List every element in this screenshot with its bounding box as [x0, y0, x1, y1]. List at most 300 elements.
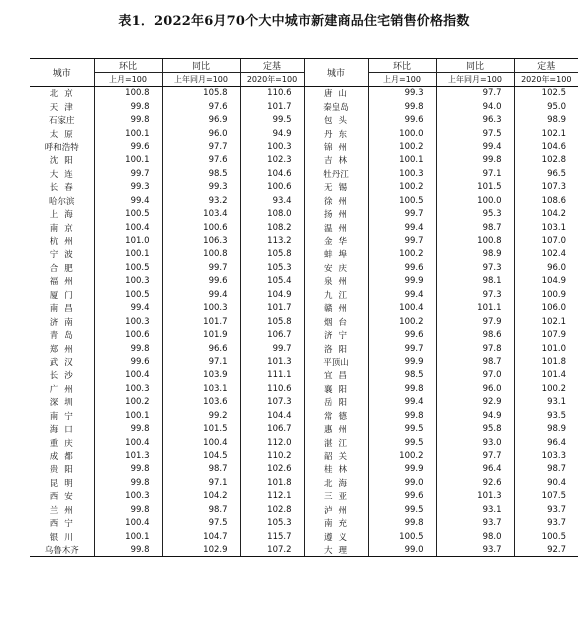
yoy-value-cell: 97.1	[436, 167, 514, 180]
mom-value-cell: 100.2	[368, 248, 436, 261]
yoy-value-cell: 99.7	[162, 261, 240, 274]
base-value-cell: 104.9	[240, 288, 304, 301]
city-name-cell: 合肥	[49, 263, 79, 274]
base-value-cell: 105.4	[240, 275, 304, 288]
yoy-value-cell: 97.7	[436, 449, 514, 462]
table-row	[30, 543, 578, 556]
base-value-cell: 102.5	[514, 87, 578, 100]
yoy-value-cell: 104.7	[162, 530, 240, 543]
table-row	[30, 207, 578, 220]
table-row	[30, 476, 578, 489]
city-name-cell: 秦皇岛	[304, 100, 368, 113]
city-name-cell: 兰州	[49, 505, 79, 516]
city-name-cell: 海口	[49, 425, 79, 436]
city-name-cell: 西安	[49, 492, 79, 503]
table-row	[30, 355, 578, 368]
city-name-cell: 深圳	[49, 398, 79, 409]
table-row	[30, 369, 578, 382]
yoy-value-cell: 98.7	[436, 221, 514, 234]
city-name-cell: 太原	[49, 129, 79, 140]
header-city-right: 城市	[304, 59, 368, 87]
base-value-cell: 107.2	[240, 543, 304, 556]
base-value-cell: 101.8	[240, 476, 304, 489]
mom-value-cell: 100.0	[368, 127, 436, 140]
base-value-cell: 105.3	[240, 261, 304, 274]
city-name-cell: 长沙	[49, 371, 79, 382]
yoy-value-cell: 97.1	[162, 355, 240, 368]
header-base-left: 定基	[240, 59, 304, 73]
yoy-value-cell: 98.1	[436, 275, 514, 288]
base-value-cell: 99.5	[240, 113, 304, 126]
base-value-cell: 100.3	[240, 140, 304, 153]
city-name-cell: 成都	[49, 452, 79, 463]
yoy-value-cell: 93.0	[436, 436, 514, 449]
yoy-value-cell: 104.2	[162, 490, 240, 503]
base-value-cell: 111.1	[240, 369, 304, 382]
base-value-cell: 107.3	[514, 181, 578, 194]
mom-value-cell: 100.5	[94, 261, 162, 274]
yoy-value-cell: 97.6	[162, 154, 240, 167]
yoy-value-cell: 106.3	[162, 234, 240, 247]
mom-value-cell: 99.8	[94, 476, 162, 489]
mom-value-cell: 101.3	[94, 449, 162, 462]
base-value-cell: 112.1	[240, 490, 304, 503]
mom-value-cell: 99.4	[94, 194, 162, 207]
yoy-value-cell: 92.9	[436, 396, 514, 409]
city-name-cell: 沈阳	[49, 156, 79, 167]
base-value-cell: 104.6	[514, 140, 578, 153]
mom-value-cell: 100.5	[368, 194, 436, 207]
mom-value-cell: 100.3	[368, 167, 436, 180]
city-name-cell: 金华	[304, 234, 368, 247]
city-name-cell: 南宁	[49, 411, 79, 422]
base-value-cell: 93.4	[240, 194, 304, 207]
yoy-value-cell: 101.1	[436, 302, 514, 315]
base-value-cell: 93.7	[514, 517, 578, 530]
mom-value-cell: 100.5	[94, 288, 162, 301]
base-value-cell: 94.9	[240, 127, 304, 140]
table-row	[30, 530, 578, 543]
city-name-cell: 安庆	[304, 261, 368, 274]
yoy-value-cell: 96.3	[436, 113, 514, 126]
mom-value-cell: 99.6	[368, 328, 436, 341]
yoy-value-cell: 95.8	[436, 422, 514, 435]
table-row	[30, 234, 578, 247]
yoy-value-cell: 98.7	[162, 503, 240, 516]
yoy-value-cell: 99.4	[436, 140, 514, 153]
header-mom-sub-right: 上月=100	[368, 73, 436, 87]
city-name-cell: 杭州	[49, 237, 79, 248]
mom-value-cell: 99.0	[368, 543, 436, 556]
yoy-value-cell: 101.3	[436, 490, 514, 503]
table-row	[30, 449, 578, 462]
base-value-cell: 93.7	[514, 503, 578, 516]
yoy-value-cell: 99.4	[162, 288, 240, 301]
mom-value-cell: 100.3	[94, 315, 162, 328]
base-value-cell: 105.3	[240, 517, 304, 530]
table-body	[30, 87, 578, 557]
table-row	[30, 261, 578, 274]
city-name-cell: 湛江	[304, 436, 368, 449]
base-value-cell: 107.3	[240, 396, 304, 409]
yoy-value-cell: 93.1	[436, 503, 514, 516]
table-row	[30, 127, 578, 140]
base-value-cell: 107.0	[514, 234, 578, 247]
yoy-value-cell: 99.2	[162, 409, 240, 422]
city-name-cell: 泸州	[304, 503, 368, 516]
yoy-value-cell: 100.0	[436, 194, 514, 207]
city-name-cell: 洛阳	[304, 342, 368, 355]
mom-value-cell: 100.3	[94, 490, 162, 503]
city-name-cell: 厦门	[49, 290, 79, 301]
yoy-value-cell: 97.0	[436, 369, 514, 382]
base-value-cell: 102.1	[514, 315, 578, 328]
base-value-cell: 108.2	[240, 221, 304, 234]
city-name-cell: 赣州	[304, 302, 368, 315]
city-name-cell: 常德	[304, 409, 368, 422]
table-row	[30, 315, 578, 328]
city-name-cell: 宁波	[49, 250, 79, 261]
mom-value-cell: 99.5	[368, 503, 436, 516]
city-name-cell: 西宁	[49, 519, 79, 530]
yoy-value-cell: 97.7	[436, 87, 514, 100]
base-value-cell: 103.3	[514, 449, 578, 462]
mom-value-cell: 99.8	[368, 517, 436, 530]
yoy-value-cell: 98.5	[162, 167, 240, 180]
city-name-cell: 泉州	[304, 275, 368, 288]
city-name-cell: 武汉	[49, 357, 79, 368]
mom-value-cell: 100.2	[368, 449, 436, 462]
mom-value-cell: 99.9	[368, 275, 436, 288]
header-yoy-left: 同比	[162, 59, 240, 73]
base-value-cell: 102.8	[240, 503, 304, 516]
yoy-value-cell: 96.4	[436, 463, 514, 476]
mom-value-cell: 99.8	[94, 100, 162, 113]
mom-value-cell: 99.0	[368, 476, 436, 489]
city-name-cell: 北京	[49, 89, 79, 100]
yoy-value-cell: 97.5	[436, 127, 514, 140]
base-value-cell: 101.3	[240, 355, 304, 368]
base-value-cell: 101.8	[514, 355, 578, 368]
table-row	[30, 382, 578, 395]
base-value-cell: 101.0	[514, 342, 578, 355]
mom-value-cell: 100.2	[368, 140, 436, 153]
city-name-cell: 长春	[49, 183, 79, 194]
yoy-value-cell: 96.6	[162, 342, 240, 355]
city-name-cell: 昆明	[49, 478, 79, 489]
mom-value-cell: 100.1	[94, 127, 162, 140]
yoy-value-cell: 100.6	[162, 221, 240, 234]
table-row	[30, 463, 578, 476]
mom-value-cell: 99.9	[368, 463, 436, 476]
base-value-cell: 106.7	[240, 422, 304, 435]
base-value-cell: 110.6	[240, 87, 304, 100]
table-row	[30, 342, 578, 355]
city-name-cell: 韶关	[304, 449, 368, 462]
table-row	[30, 517, 578, 530]
yoy-value-cell: 92.6	[436, 476, 514, 489]
mom-value-cell: 100.4	[94, 517, 162, 530]
mom-value-cell: 99.3	[94, 181, 162, 194]
header-mom-left: 环比	[94, 59, 162, 73]
yoy-value-cell: 96.9	[162, 113, 240, 126]
mom-value-cell: 99.8	[94, 543, 162, 556]
mom-value-cell: 99.4	[368, 396, 436, 409]
yoy-value-cell: 97.6	[162, 100, 240, 113]
mom-value-cell: 99.8	[94, 113, 162, 126]
city-name-cell: 桂林	[304, 463, 368, 476]
yoy-value-cell: 104.5	[162, 449, 240, 462]
base-value-cell: 102.3	[240, 154, 304, 167]
city-name-cell: 三亚	[304, 490, 368, 503]
city-name-cell: 丹东	[304, 127, 368, 140]
city-name-cell: 南昌	[49, 304, 79, 315]
base-value-cell: 104.2	[514, 207, 578, 220]
table-row	[30, 248, 578, 261]
yoy-value-cell: 96.0	[162, 127, 240, 140]
mom-value-cell: 99.9	[368, 355, 436, 368]
mom-value-cell: 100.1	[94, 248, 162, 261]
yoy-value-cell: 101.5	[162, 422, 240, 435]
mom-value-cell: 100.6	[94, 328, 162, 341]
yoy-value-cell: 102.9	[162, 543, 240, 556]
yoy-value-cell: 100.4	[162, 436, 240, 449]
yoy-value-cell: 103.9	[162, 369, 240, 382]
mom-value-cell: 100.2	[94, 396, 162, 409]
city-name-cell: 广州	[49, 384, 79, 395]
base-value-cell: 104.4	[240, 409, 304, 422]
yoy-value-cell: 97.3	[436, 288, 514, 301]
mom-value-cell: 100.8	[94, 87, 162, 100]
base-value-cell: 104.6	[240, 167, 304, 180]
base-value-cell: 92.7	[514, 543, 578, 556]
mom-value-cell: 99.6	[368, 490, 436, 503]
base-value-cell: 100.2	[514, 382, 578, 395]
table-row	[30, 302, 578, 315]
mom-value-cell: 99.4	[368, 221, 436, 234]
base-value-cell: 96.5	[514, 167, 578, 180]
mom-value-cell: 99.6	[94, 140, 162, 153]
header-base-right: 定基	[514, 59, 578, 73]
base-value-cell: 90.4	[514, 476, 578, 489]
base-value-cell: 101.4	[514, 369, 578, 382]
yoy-value-cell: 98.7	[162, 463, 240, 476]
header-city-left: 城市	[30, 59, 94, 87]
mom-value-cell: 99.8	[368, 100, 436, 113]
yoy-value-cell: 105.8	[162, 87, 240, 100]
mom-value-cell: 101.0	[94, 234, 162, 247]
mom-value-cell: 100.1	[368, 154, 436, 167]
yoy-value-cell: 103.6	[162, 396, 240, 409]
yoy-value-cell: 94.0	[436, 100, 514, 113]
mom-value-cell: 100.1	[94, 409, 162, 422]
base-value-cell: 96.0	[514, 261, 578, 274]
mom-value-cell: 99.5	[368, 436, 436, 449]
yoy-value-cell: 93.7	[436, 517, 514, 530]
base-value-cell: 104.9	[514, 275, 578, 288]
base-value-cell: 100.9	[514, 288, 578, 301]
city-name-cell: 包头	[304, 113, 368, 126]
table-row	[30, 221, 578, 234]
mom-value-cell: 100.2	[368, 181, 436, 194]
mom-value-cell: 98.5	[368, 369, 436, 382]
city-name-cell: 岳阳	[304, 396, 368, 409]
table-row	[30, 194, 578, 207]
mom-value-cell: 99.8	[368, 409, 436, 422]
base-value-cell: 102.6	[240, 463, 304, 476]
yoy-value-cell: 93.7	[436, 543, 514, 556]
yoy-value-cell: 98.9	[436, 248, 514, 261]
yoy-value-cell: 95.3	[436, 207, 514, 220]
mom-value-cell: 99.7	[368, 207, 436, 220]
city-name-cell: 九江	[304, 288, 368, 301]
table-row	[30, 100, 578, 113]
city-name-cell: 郑州	[49, 344, 79, 355]
mom-value-cell: 99.5	[368, 422, 436, 435]
table-row	[30, 422, 578, 435]
base-value-cell: 96.4	[514, 436, 578, 449]
yoy-value-cell: 97.1	[162, 476, 240, 489]
city-name-cell: 上海	[49, 210, 79, 221]
city-name-cell: 南京	[49, 223, 79, 234]
base-value-cell: 106.0	[514, 302, 578, 315]
table-row	[30, 275, 578, 288]
city-name-cell: 南充	[304, 517, 368, 530]
base-value-cell: 102.8	[514, 154, 578, 167]
city-name-cell: 银川	[49, 532, 79, 543]
yoy-value-cell: 100.8	[162, 248, 240, 261]
table-row	[30, 113, 578, 126]
city-name-cell: 温州	[304, 221, 368, 234]
mom-value-cell: 99.7	[368, 342, 436, 355]
table-title: 表1．2022年6月70个大中城市新建商品住宅销售价格指数	[118, 14, 470, 29]
city-name-cell: 牡丹江	[304, 167, 368, 180]
mom-value-cell: 100.3	[94, 382, 162, 395]
mom-value-cell: 100.2	[368, 315, 436, 328]
table-row	[30, 140, 578, 153]
base-value-cell: 102.1	[514, 127, 578, 140]
city-name-cell: 吉林	[304, 154, 368, 167]
city-name-cell: 遵义	[304, 530, 368, 543]
base-value-cell: 110.2	[240, 449, 304, 462]
mom-value-cell: 99.4	[94, 302, 162, 315]
table-row	[30, 167, 578, 180]
city-name-cell: 乌鲁木齐	[30, 543, 94, 556]
base-value-cell: 113.2	[240, 234, 304, 247]
yoy-value-cell: 98.7	[436, 355, 514, 368]
base-value-cell: 98.9	[514, 422, 578, 435]
mom-value-cell: 99.8	[94, 503, 162, 516]
table-row	[30, 409, 578, 422]
header-mom-sub-left: 上月=100	[94, 73, 162, 87]
yoy-value-cell: 97.7	[162, 140, 240, 153]
city-name-cell: 徐州	[304, 194, 368, 207]
table-row	[30, 396, 578, 409]
base-value-cell: 93.5	[514, 409, 578, 422]
base-value-cell: 99.7	[240, 342, 304, 355]
base-value-cell: 98.9	[514, 113, 578, 126]
table-row	[30, 154, 578, 167]
table-row	[30, 503, 578, 516]
header-yoy-sub-right: 上年同月=100	[436, 73, 514, 87]
table-row	[30, 490, 578, 503]
base-value-cell: 107.9	[514, 328, 578, 341]
mom-value-cell: 100.4	[94, 436, 162, 449]
city-name-cell: 大理	[304, 543, 368, 556]
yoy-value-cell: 100.3	[162, 302, 240, 315]
table-row	[30, 288, 578, 301]
yoy-value-cell: 100.8	[436, 234, 514, 247]
mom-value-cell: 99.7	[94, 167, 162, 180]
city-name-cell: 宜昌	[304, 369, 368, 382]
yoy-value-cell: 96.0	[436, 382, 514, 395]
yoy-value-cell: 97.9	[436, 315, 514, 328]
table-row	[30, 181, 578, 194]
header-yoy-right: 同比	[436, 59, 514, 73]
mom-value-cell: 99.6	[368, 261, 436, 274]
table-row	[30, 87, 578, 100]
yoy-value-cell: 97.8	[436, 342, 514, 355]
mom-value-cell: 99.7	[368, 234, 436, 247]
mom-value-cell: 100.1	[94, 530, 162, 543]
city-name-cell: 石家庄	[48, 116, 75, 127]
city-name-cell: 唐山	[304, 87, 368, 100]
base-value-cell: 106.7	[240, 328, 304, 341]
mom-value-cell: 99.4	[368, 288, 436, 301]
header-base-sub-left: 2020年=100	[240, 73, 304, 87]
city-name-cell: 扬州	[304, 207, 368, 220]
city-name-cell: 北海	[304, 476, 368, 489]
mom-value-cell: 100.4	[368, 302, 436, 315]
yoy-value-cell: 99.8	[436, 154, 514, 167]
base-value-cell: 100.6	[240, 181, 304, 194]
city-name-cell: 青岛	[49, 331, 79, 342]
header-yoy-sub-left: 上年同月=100	[162, 73, 240, 87]
base-value-cell: 101.7	[240, 302, 304, 315]
yoy-value-cell: 101.5	[436, 181, 514, 194]
header-base-sub-right: 2020年=100	[514, 73, 578, 87]
yoy-value-cell: 103.4	[162, 207, 240, 220]
base-value-cell: 107.5	[514, 490, 578, 503]
yoy-value-cell: 97.3	[436, 261, 514, 274]
mom-value-cell: 99.8	[94, 342, 162, 355]
mom-value-cell: 99.8	[94, 463, 162, 476]
yoy-value-cell: 97.5	[162, 517, 240, 530]
city-name-cell: 大连	[49, 169, 79, 180]
yoy-value-cell: 103.1	[162, 382, 240, 395]
city-name-cell: 福州	[49, 277, 79, 288]
yoy-value-cell: 94.9	[436, 409, 514, 422]
mom-value-cell: 100.3	[94, 275, 162, 288]
base-value-cell: 110.6	[240, 382, 304, 395]
city-name-cell: 呼和浩特	[44, 142, 79, 153]
mom-value-cell: 99.6	[368, 113, 436, 126]
base-value-cell: 102.4	[514, 248, 578, 261]
base-value-cell: 112.0	[240, 436, 304, 449]
mom-value-cell: 100.4	[94, 369, 162, 382]
city-name-cell: 天津	[49, 102, 79, 113]
mom-value-cell: 100.5	[368, 530, 436, 543]
city-name-cell: 济宁	[304, 328, 368, 341]
yoy-value-cell: 99.6	[162, 275, 240, 288]
city-name-cell: 济南	[49, 317, 79, 328]
city-name-cell: 贵阳	[49, 465, 79, 476]
mom-value-cell: 99.8	[368, 382, 436, 395]
mom-value-cell: 100.4	[94, 221, 162, 234]
city-name-cell: 锦州	[304, 140, 368, 153]
base-value-cell: 108.6	[514, 194, 578, 207]
base-value-cell: 101.7	[240, 100, 304, 113]
